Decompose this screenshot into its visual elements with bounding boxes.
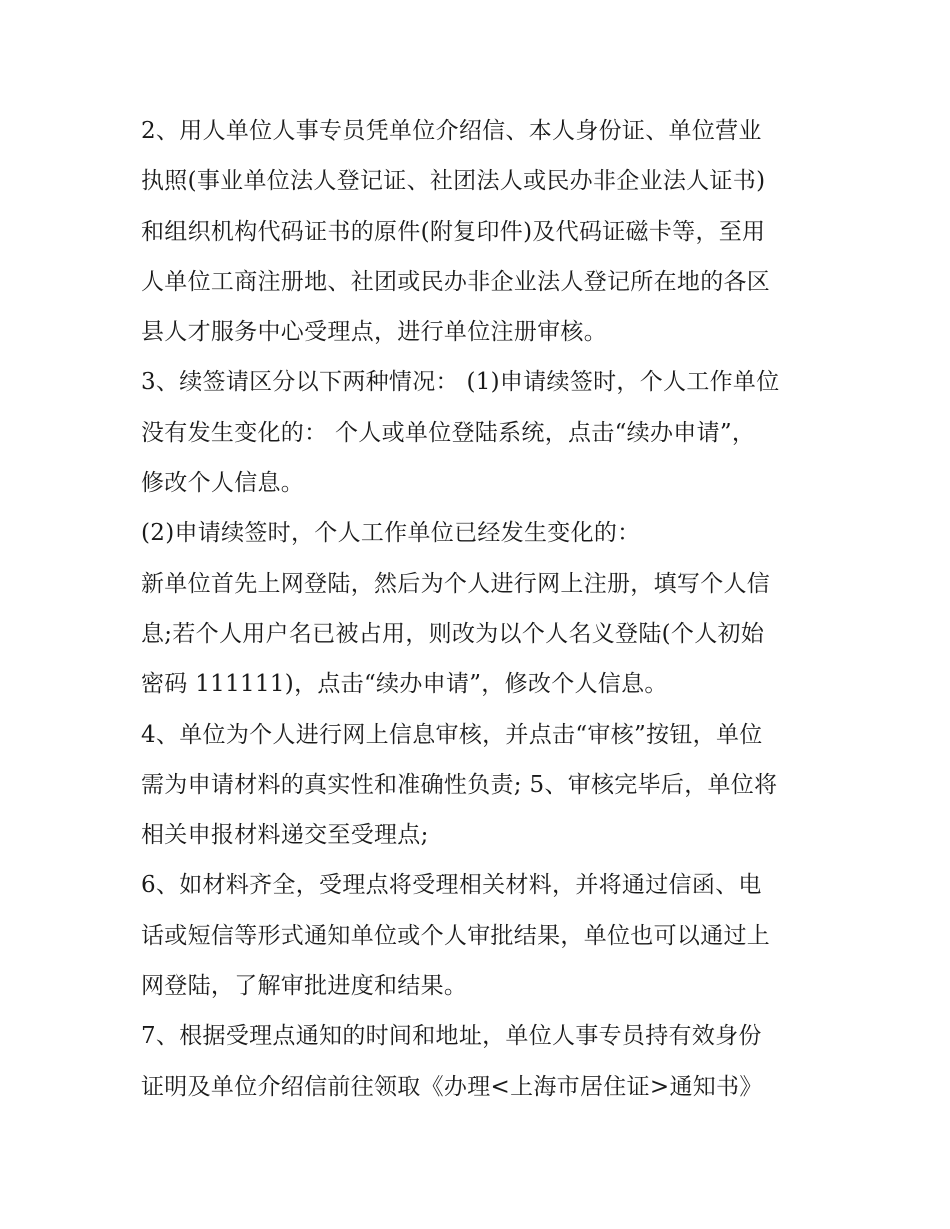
text-line: 相关申报材料递交至受理点; [141, 822, 429, 849]
text-line: 证明及单位介绍信前往领取《办理<上海市居住证>通知书》 [141, 1073, 763, 1100]
text-line: 修改个人信息。 [141, 470, 305, 497]
text-line: 人单位工商注册地、社团或民办非企业法人登记所在地的各区 [141, 268, 771, 295]
text-line: 需为申请材料的真实性和准确性负责; 5、审核完毕后，单位将 [141, 771, 778, 798]
text-line: 4、单位为个人进行网上信息审核，并点击“审核”按钮，单位 [141, 721, 763, 748]
text-line: (2)申请续签时，个人工作单位已经发生变化的： [141, 520, 641, 547]
text-line: 网登陆，了解审批进度和结果。 [141, 973, 468, 1000]
text-line: 息;若个人用户名已被占用，则改为以个人名义登陆(个人初始 [141, 620, 765, 647]
text-line: 密码 111111)，点击“续办申请”，修改个人信息。 [141, 671, 668, 698]
text-line: 6、如材料齐全，受理点将受理相关材料，并将通过信函、电 [141, 872, 762, 899]
text-line: 执照(事业单位法人登记证、社团法人或民办非企业法人证书) [141, 168, 766, 195]
text-line: 7、根据受理点通知的时间和地址，单位人事专员持有效身份 [141, 1023, 762, 1050]
text-line: 话或短信等形式通知单位或个人审批结果，单位也可以通过上 [141, 922, 771, 949]
text-line: 县人才服务中心受理点，进行单位注册审核。 [141, 319, 607, 346]
text-line: 新单位首先上网登陆，然后为个人进行网上注册，填写个人信 [141, 570, 771, 597]
text-line: 3、续签请区分以下两种情况： (1)申请续签时，个人工作单位 [141, 369, 780, 396]
text-line: 2、用人单位人事专员凭单位介绍信、本人身份证、单位营业 [141, 118, 762, 144]
text-line: 没有发生变化的： 个人或单位登陆系统，点击“续办申请”， [141, 419, 756, 446]
document-body [141, 106, 821, 1112]
text-line: 和组织机构代码证书的原件(附复印件)及代码证磁卡等，至用 [141, 218, 766, 245]
